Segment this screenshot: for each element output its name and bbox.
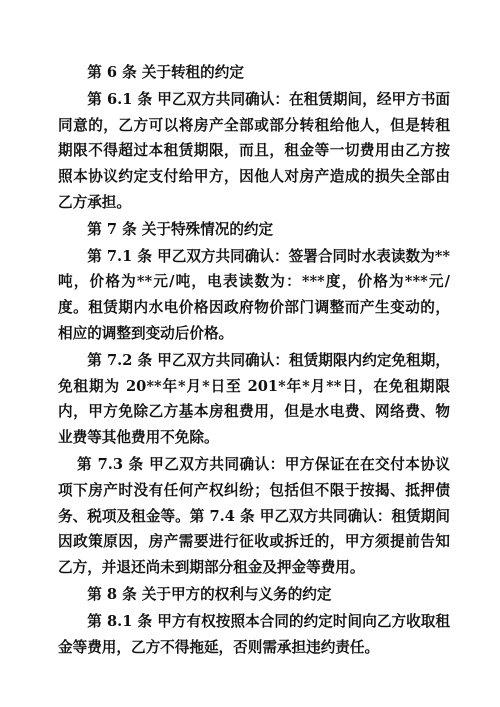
article-7-1-clause: 第 7.1 条 甲乙双方共同确认：签署合同时水表读数为**吨，价格为**元/吨，电表读数为：***度，价格为***元/度。租赁期内水电价格因政府物价部门调整而产生变动的，相应的调整到变动后价格。 (58, 247, 450, 342)
document-page (58, 60, 450, 660)
article-7-heading: 第 7 条 关于特殊情况的约定 (87, 220, 274, 238)
article-7-2-clause: 第 7.2 条 甲乙双方共同确认：租赁期限内约定免租期，免租期为 20**年*月*日至 201*年*月**日，在免租期限内，甲方免除乙方基本房租费用，但是水电费、网络费、物业费等其他费用不免除。 (58, 351, 450, 447)
article-8-heading: 第 8 条 关于甲方的权利与义务的约定 (87, 585, 332, 603)
article-8-1-clause: 第 8.1 条 甲方有权按照本合同的约定时间向乙方收取租金等费用，乙方不得拖延，否则需承担违约责任。 (58, 612, 450, 656)
article-7-3-7-4-clause: 第 7.3 条 甲乙双方共同确认：甲方保证在在交付本协议项下房产时没有任何产权纠纷；包括但不限于按揭、抵押债务、税项及租金等。第 7.4 条 甲乙双方共同确认：租赁期间因政策原因，房产需要进行征收或拆迁的，甲方须提前告知乙方，并退还尚未到期部分租金及押金等费用。 (58, 455, 450, 577)
article-6-heading: 第 6 条 关于转租的约定 (87, 64, 244, 81)
article-6-1-clause: 第 6.1 条 甲乙双方共同确认：在租赁期间，经甲方书面同意的，乙方可以将房产全部或部分转租给他人，但是转租期限不得超过本租赁期限，而且，租金等一切费用由乙方按照本协议约定支付给甲方，因他人对房产造成的损失全部由乙方承担。 (58, 90, 450, 211)
